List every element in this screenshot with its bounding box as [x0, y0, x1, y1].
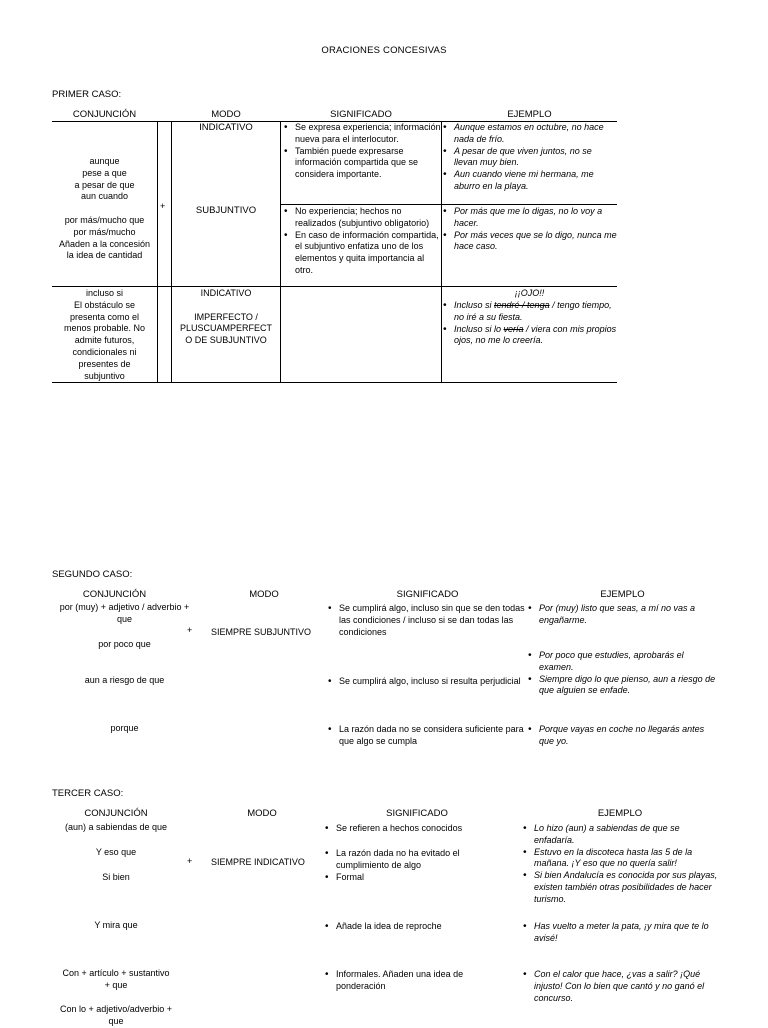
list-item: • Porque vayas en coche no llegarás antes que yo. — [527, 724, 717, 748]
caso2-ej-1 — [527, 650, 717, 697]
list-item: • Informales. Añaden una idea de ponderación — [324, 969, 484, 993]
caso2-header-sig: SIGNIFICADO — [396, 589, 459, 600]
list-item: • Aunque estamos en octubre, no hace nada de frío. — [442, 122, 617, 146]
modo-line: IMPERFECTO / — [194, 311, 258, 322]
caso2-ej-3 — [527, 724, 717, 748]
list-item: • La razón dada no se considera suficiente para que algo se cumpla — [327, 724, 525, 748]
list-item: • Siempre digo lo que pienso, aun a riesgo de que alguien se enfade. — [527, 674, 717, 698]
page-title: ORACIONES CONCESIVAS — [321, 45, 447, 56]
caso2-header-modo: MODO — [249, 589, 279, 600]
caso3-modo: SIEMPRE INDICATIVO — [211, 857, 305, 867]
list-item: • Añade la idea de reproche — [324, 921, 514, 933]
caso3-header-conj: CONJUNCIÓN — [84, 808, 148, 819]
caso1-ej-sub — [442, 206, 617, 253]
list-item: • En caso de información compartida, el subjuntivo enfatiza uno de los elementos y quita importancia al otro. — [283, 230, 441, 277]
list-item: • La razón dada no ha evitado el cumplimiento de algo — [324, 848, 494, 872]
caso1-header-modo: MODO — [211, 109, 241, 120]
caso3-header-sig: SIGNIFICADO — [386, 808, 448, 819]
caso1-label: PRIMER CASO: — [52, 89, 122, 100]
caso1-modo-indicativo: INDICATIVO — [199, 122, 253, 133]
incluso-line: incluso si — [85, 288, 123, 298]
caso3-conj-0: (aun) a sabiendas de que — [64, 822, 168, 832]
list-item: • También puede expresarse información compartida que se considera importante. — [283, 146, 441, 181]
caso2-conj-2: aun a riesgo de que — [84, 675, 165, 685]
list-item: • Por (muy) listo que seas, a mí no vas a engañarme. — [527, 603, 717, 627]
conj-line: aun cuando — [80, 191, 129, 202]
caso3-header-ej: EJEMPLO — [597, 808, 643, 819]
caso1-vline-1 — [157, 121, 158, 382]
list-item: • Por más veces que se lo digo, nunca me hace caso. — [442, 230, 617, 254]
conj-line: a pesar de que — [74, 179, 135, 190]
conj-line: pese a que — [82, 167, 127, 178]
caso1-header-conj: CONJUNCIÓN — [72, 109, 137, 120]
list-item: • Se cumplirá algo, incluso sin que se den todas las condiciones / incluso si se dan todas las condiciones — [327, 603, 525, 638]
incluso-line: presenta como el — [69, 311, 140, 322]
caso2-sig-0 — [327, 603, 525, 638]
caso1-incluso-list — [52, 288, 157, 382]
conj-line — [52, 203, 157, 215]
caso2-label: SEGUNDO CASO: — [52, 569, 133, 580]
caso3-ej-0 — [522, 823, 718, 906]
modo-line: O DE SUBJUNTIVO — [185, 335, 267, 346]
caso2-conj-3: porque — [110, 723, 139, 733]
caso2-plus: + — [187, 625, 193, 635]
caso3-conj-4: Con + artículo + sustantivo + que — [62, 968, 170, 990]
list-item: • Por poco que estudies, aprobarás el examen. — [527, 650, 717, 674]
conj-line: Añaden a la concesión — [58, 238, 151, 249]
list-item: • A pesar de que viven juntos, no se llevan muy bien. — [442, 146, 617, 170]
incluso-line: menos probable. No — [63, 323, 146, 334]
caso1-rule-mid — [280, 204, 617, 205]
incluso-line: admite futuros, — [74, 335, 135, 346]
caso3-ej-3 — [522, 921, 718, 945]
list-item: • Has vuelto a meter la pata, ¡y mira que te lo avisé! — [522, 921, 718, 945]
caso2-conj-1: por poco que — [98, 639, 151, 649]
caso3-conj-1: Y eso que — [95, 847, 137, 857]
caso1-plus: + — [160, 201, 166, 211]
incluso-line: El obstáculo se — [73, 299, 136, 310]
list-item: • Estuvo en la discoteca hasta las 5 de la mañana. ¡Y eso que no quería salir! — [522, 847, 718, 871]
caso1-rule-row2 — [52, 286, 617, 287]
caso3-ej-4 — [522, 969, 712, 1004]
incluso-line: presentes de — [78, 358, 131, 369]
list-item: • Incluso si lo vería / viera con mis propios ojos, no me lo creería. — [442, 324, 617, 348]
caso3-plus: + — [187, 856, 193, 866]
modo-line: INDICATIVO — [200, 288, 252, 298]
caso1-header-sig: SIGNIFICADO — [330, 109, 392, 120]
conj-line: la idea de cantidad — [66, 250, 143, 261]
caso1-sig-sub — [283, 206, 441, 277]
conj-line: por más/mucho que — [64, 214, 145, 225]
caso3-sig-3 — [324, 921, 514, 933]
list-item: • Con el calor que hace, ¿vas a salir? ¡Qué injusto! Con lo bien que cantó y no ganó el concurso. — [522, 969, 712, 1004]
modo-line: PLUSCUAMPERFECT — [179, 323, 272, 334]
caso1-modo-subjuntivo: SUBJUNTIVO — [195, 205, 257, 216]
list-item: • Incluso si tendré / tenga / tengo tiempo, no iré a su fiesta. — [442, 300, 617, 324]
caso3-label: TERCER CASO: — [52, 788, 124, 799]
list-item: • Por más que me lo digas, no lo voy a hacer. — [442, 206, 617, 230]
conj-line: aunque — [89, 156, 120, 166]
caso1-ej-incluso — [442, 300, 617, 347]
caso1-ej-ind — [442, 122, 617, 193]
caso3-sig-0 — [324, 823, 514, 835]
caso3-conj-5: Con lo + adjetivo/adverbio + que — [59, 1004, 173, 1026]
caso2-modo: SIEMPRE SUBJUNTIVO — [211, 627, 312, 637]
modo-line — [172, 300, 280, 312]
list-item: • Si bien Andalucía es conocida por sus playas, existen también otras posibilidades de hacer turismo. — [522, 870, 718, 905]
caso2-header-ej: EJEMPLO — [600, 589, 645, 600]
list-item: • Lo hizo (aun) a sabiendas de que se enfadaría. — [522, 823, 718, 847]
caso2-sig-1 — [327, 676, 525, 688]
list-item: • Aun cuando viene mi hermana, me aburro en la playa. — [442, 169, 617, 193]
caso1-sig-ind — [283, 122, 441, 181]
caso3-sig-1 — [324, 848, 494, 883]
caso2-ej-0 — [527, 603, 717, 627]
caso3-sig-4 — [324, 969, 484, 993]
list-item: • No experiencia; hechos no realizados (subjuntivo obligatorio) — [283, 206, 441, 230]
caso3-conj-2: Si bien — [102, 872, 130, 882]
caso1-conj-list — [52, 156, 157, 262]
list-item: • Se expresa experiencia; información nueva para el interlocutor. — [283, 122, 441, 146]
conj-line: por más/mucho — [73, 226, 136, 237]
incluso-line: subjuntivo — [84, 370, 125, 381]
list-item: • Se cumplirá algo, incluso si resulta perjudicial — [327, 676, 525, 688]
caso1-modo-incluso — [172, 288, 280, 347]
list-item: • Se refieren a hechos conocidos — [324, 823, 514, 835]
caso3-conj-3: Y mira que — [94, 920, 138, 930]
caso3-header-modo: MODO — [247, 808, 277, 819]
incluso-line: condicionales ni — [72, 346, 137, 357]
list-item: • Formal — [324, 872, 494, 884]
caso2-conj-0: por (muy) + adjetivo / adverbio + que — [59, 602, 190, 624]
caso2-sig-2 — [327, 724, 525, 748]
caso1-vline-3 — [280, 121, 281, 382]
caso1-ojo: ¡¡OJO!! — [514, 288, 545, 298]
caso2-header-conj: CONJUNCIÓN — [82, 589, 147, 600]
caso1-header-ej: EJEMPLO — [507, 109, 552, 120]
